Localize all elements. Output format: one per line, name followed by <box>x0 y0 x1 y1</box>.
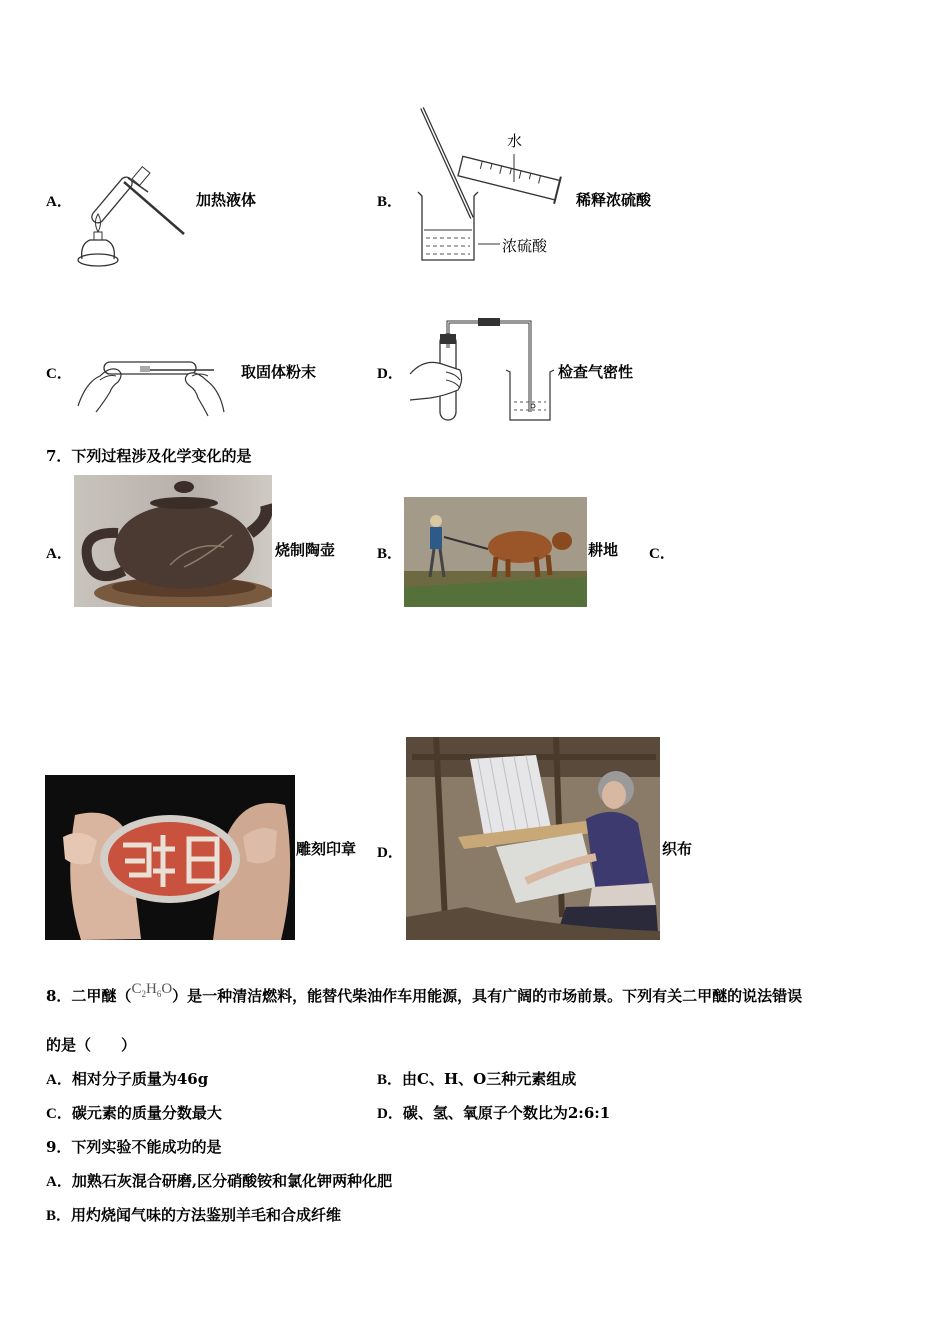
q7-option-a-letter: A． <box>46 546 72 562</box>
q7-option-c-letter: C． <box>649 546 675 562</box>
weaving-photo <box>406 737 660 940</box>
q7-option-b-letter: B． <box>377 546 403 562</box>
teapot-photo <box>74 475 272 607</box>
seal-carving-photo <box>45 775 295 940</box>
q7-stem: 7．下列过程涉及化学变化的是 <box>46 447 252 465</box>
q6-option-b-letter: B． <box>377 194 403 210</box>
concentrated-acid-label: 浓硫酸 <box>502 237 548 255</box>
q8-option-b: B．由C、H、O三种元素组成 <box>377 1070 577 1088</box>
q6-option-c-letter: C． <box>46 366 72 382</box>
q6-option-b-label: 稀释浓硫酸 <box>576 191 652 209</box>
q8-stem-line2: 的是（ ） <box>46 1036 137 1054</box>
q7-option-d-letter: D． <box>377 845 403 861</box>
water-label: 水 <box>507 132 523 150</box>
q8-stem-after: ）是一种清洁燃料，能替代柴油作车用能源，具有广阔的市场前景。下列有关二甲醚的说法错误 <box>172 987 803 1005</box>
q8-option-d: D．碳、氢、氧原子个数比为2:6:1 <box>377 1104 611 1122</box>
q9-option-a: A．加熟石灰混合研磨,区分硝酸铵和氯化钾两种化肥 <box>46 1172 393 1190</box>
q6-option-d-label: 检查气密性 <box>558 363 634 381</box>
q8-stem-line1 <box>46 981 803 1012</box>
q7-option-d-label: 织布 <box>662 840 693 858</box>
q9-option-b: B．用灼烧闻气味的方法鉴别羊毛和合成纤维 <box>46 1206 342 1224</box>
q9-stem: 9．下列实验不能成功的是 <box>46 1138 222 1156</box>
q6-option-c-label: 取固体粉末 <box>241 363 317 381</box>
q7-option-c-label: 雕刻印章 <box>296 840 357 858</box>
q7-option-a-label: 烧制陶壶 <box>275 541 336 559</box>
q6-option-a-label: 加热液体 <box>196 191 257 209</box>
airtightness-diagram <box>406 314 556 424</box>
q7-option-b-label: 耕地 <box>588 541 619 559</box>
q6-option-a-letter: A． <box>46 194 72 210</box>
q8-option-a: A．相对分子质量为46g <box>46 1070 209 1088</box>
heating-liquid-diagram <box>76 162 192 270</box>
q8-stem-before: 8．二甲醚（ <box>46 987 132 1005</box>
q8-option-c: C．碳元素的质量分数最大 <box>46 1104 222 1122</box>
q6-option-d-letter: D． <box>377 366 403 382</box>
plowing-photo <box>404 497 587 607</box>
dimethyl-ether-formula: $C_2H_6O$ <box>131 981 173 999</box>
take-powder-diagram <box>74 346 230 418</box>
